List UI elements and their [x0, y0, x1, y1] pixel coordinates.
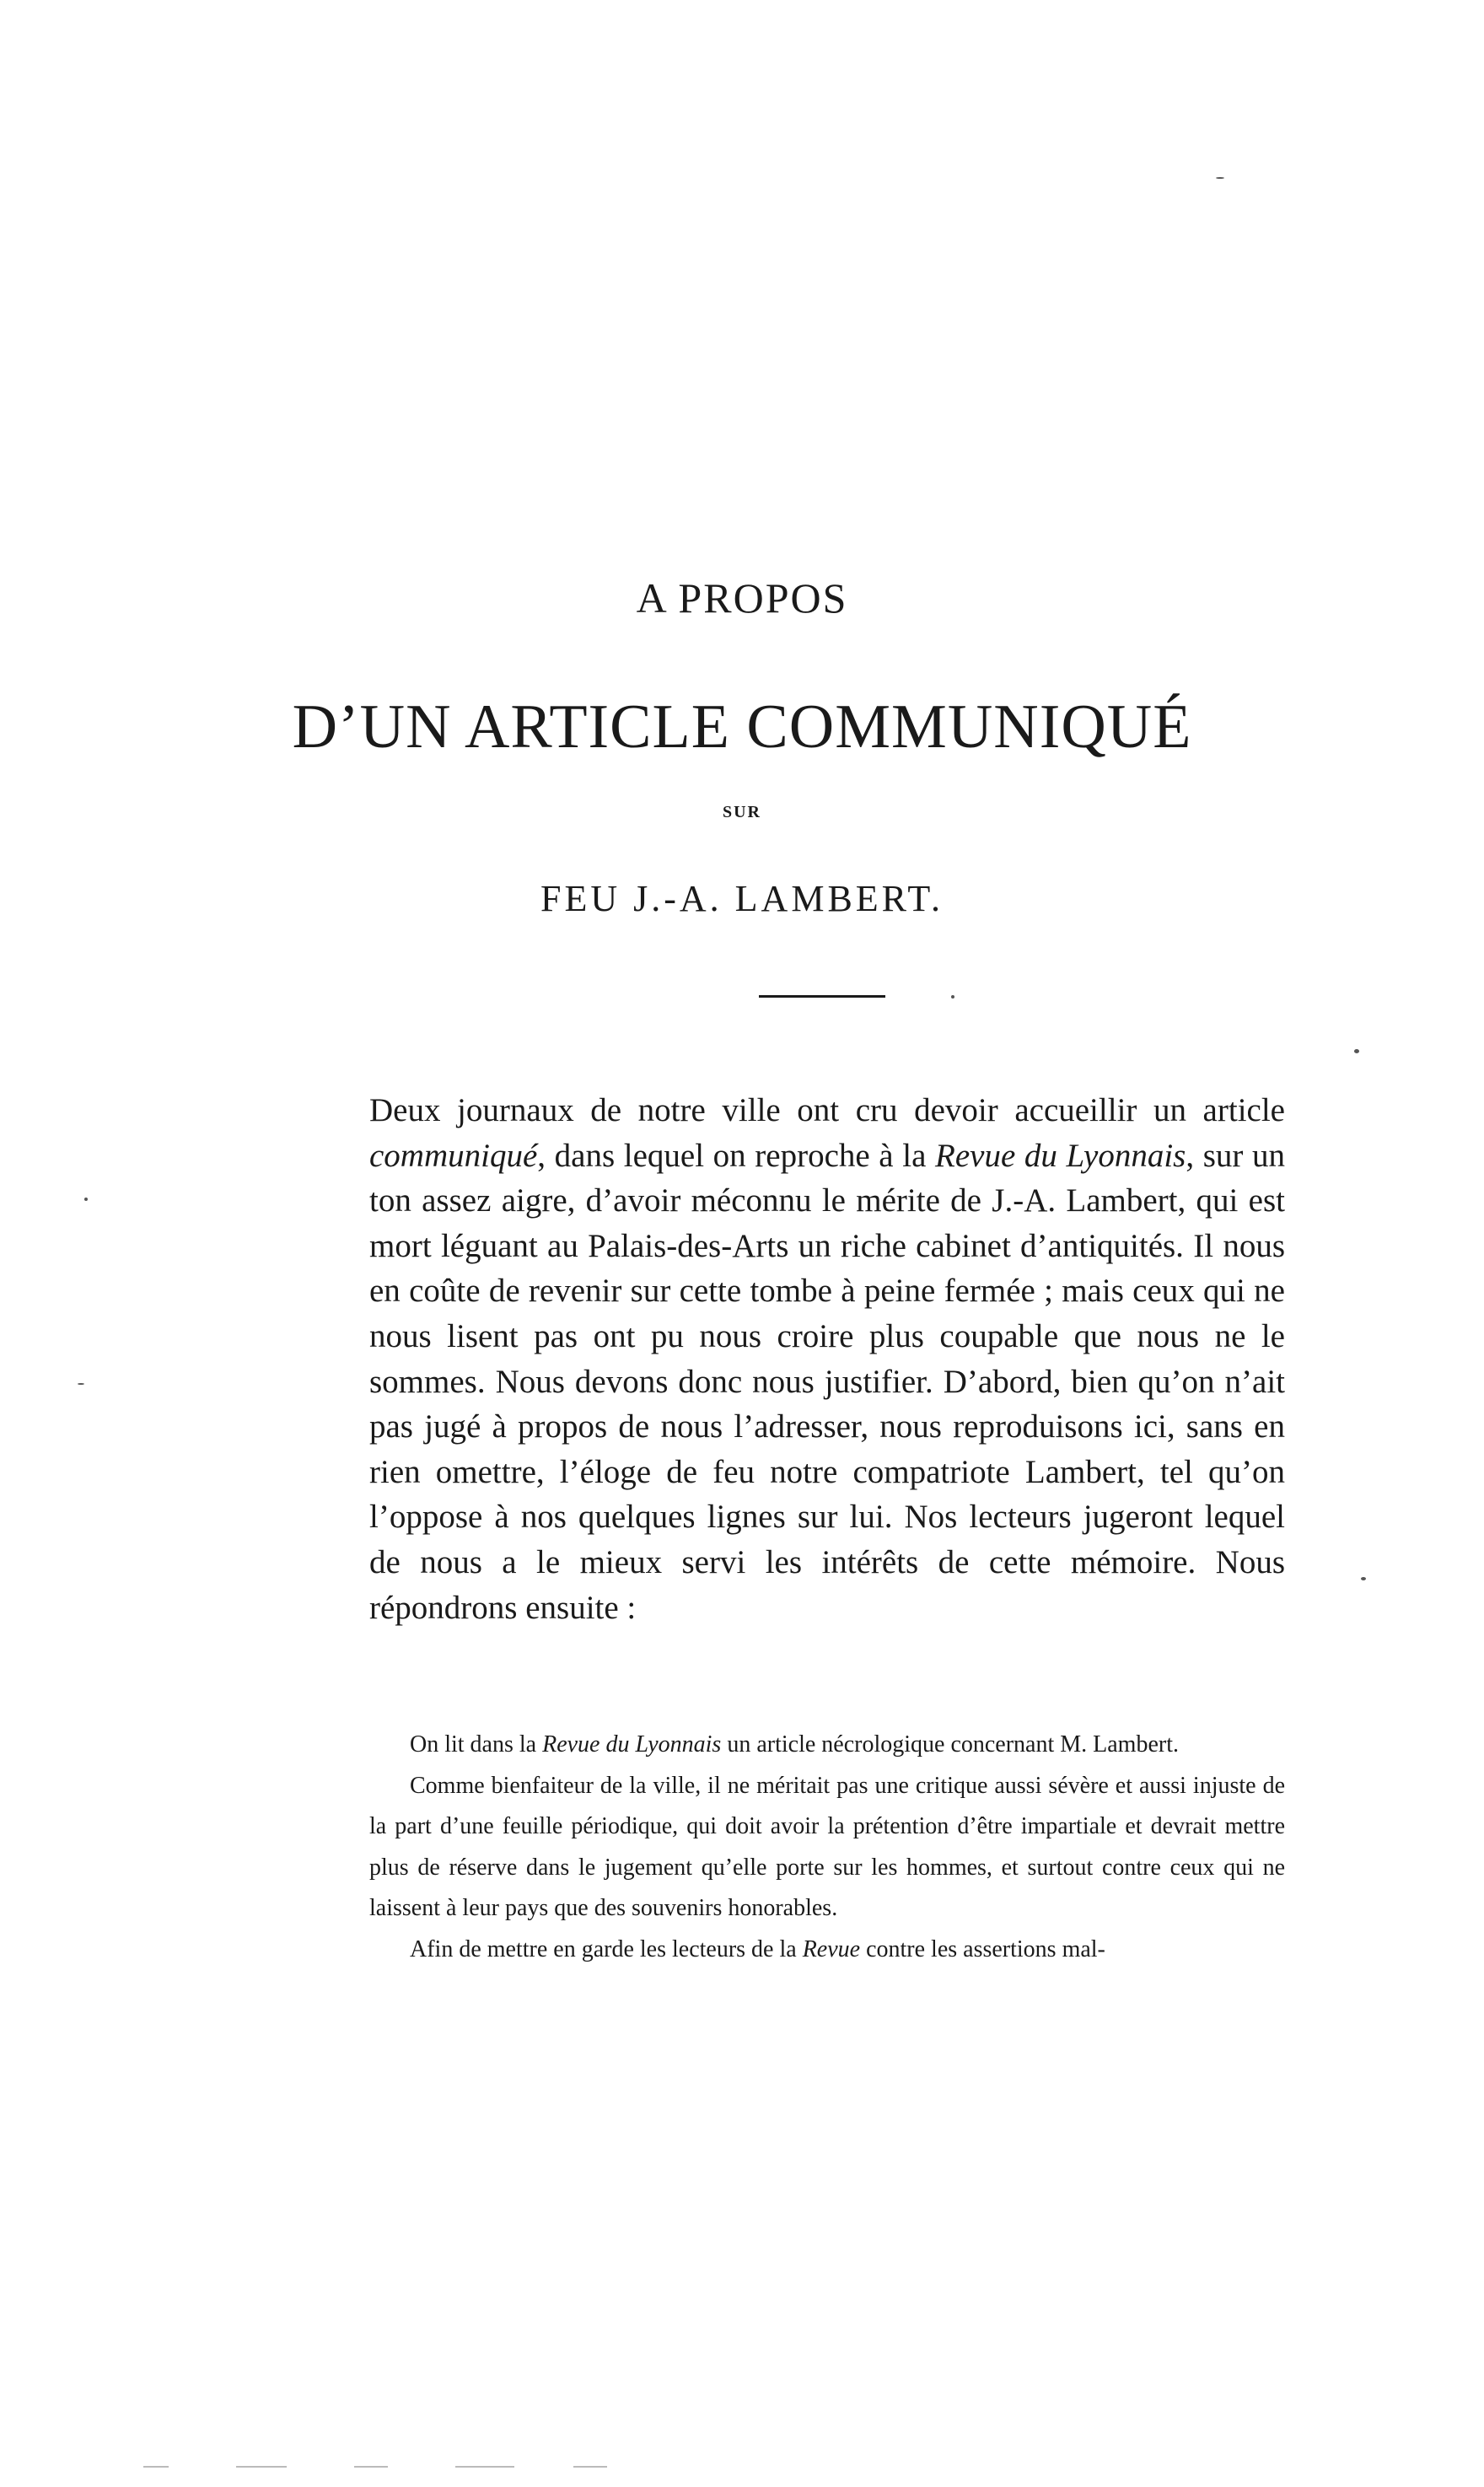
quote-paragraph-2: Comme bienfaiteur de la ville, il ne méritait pas une critique aussi sévère et aussi injuste de la part d’une feuille périodique, qui doit avoir la prétention d’être impartiale et devrait mettre plus de réserve dans le jugement qu’elle porte sur les hommes, et surtout contre ceux qui ne laissent à leur pays que des souvenirs honorables.	[369, 1772, 1285, 1921]
quote-paragraph-1	[369, 1725, 1285, 1766]
body-paragraph	[369, 1088, 1285, 1630]
quote-p1-start: On lit dans la	[410, 1731, 543, 1758]
quote-paragraph-3	[369, 1930, 1285, 1971]
body-text-rest: , sur un ton assez aigre, d’avoir méconnu le mérite de J.-A. Lambert, qui est mort léguant au Palais-des-Arts un riche cabinet d’antiquités. Il nous en coûte de revenir sur cette tombe à peine fermée ; mais ceux qui ne nous lisent pas ont pu nous croire plus coupable que nous ne le sommes. Nous devons donc nous justifier. D’abord, bien qu’on n’ait pas jugé à propos de nous l’adresser, nous reproduisons ici, sans en rien omettre, l’éloge de feu notre compatriote Lambert, tel qu’on l’oppose à nos quelques lignes sur lui. Nos lecteurs jugeront lequel de nous a le mieux servi les intérêts de cette mémoire. Nous répondrons ensuite :	[369, 1137, 1286, 1626]
scan-speck	[84, 1198, 88, 1201]
quoted-article	[369, 1725, 1285, 1970]
body-emphasis-revue: Revue du Lyonnais	[935, 1137, 1186, 1174]
scan-speck	[1354, 1049, 1359, 1053]
quote-p1-rest: un article nécrologique concernant M. Lambert.	[721, 1731, 1179, 1758]
scan-speck	[1216, 177, 1224, 179]
scan-speck	[78, 1383, 84, 1385]
quote-p3-emphasis: Revue	[802, 1935, 861, 1962]
title-line-2: D’UN ARTICLE COMMUNIQUÉ	[292, 692, 1192, 762]
body-text-mid: , dans lequel on reproche à la	[537, 1137, 936, 1174]
title-line-1: A PROPOS	[636, 574, 848, 622]
quote-p1-emphasis: Revue du Lyonnais	[542, 1731, 722, 1758]
quote-p3-rest: contre les assertions mal-	[860, 1935, 1105, 1962]
title-connector: SUR	[722, 803, 761, 821]
scan-edge-noise	[0, 2463, 1484, 2473]
body-text-start: Deux journaux de notre ville ont cru devoir accueillir un article	[369, 1092, 1285, 1128]
scan-speck	[1361, 1577, 1366, 1580]
body-emphasis-communique: communiqué	[369, 1137, 538, 1174]
scan-speck	[951, 995, 954, 999]
quote-p3-start: Afin de mettre en garde les lecteurs de la	[410, 1935, 803, 1962]
title-line-3: FEU J.-A. LAMBERT.	[540, 878, 944, 919]
section-divider	[759, 995, 885, 998]
